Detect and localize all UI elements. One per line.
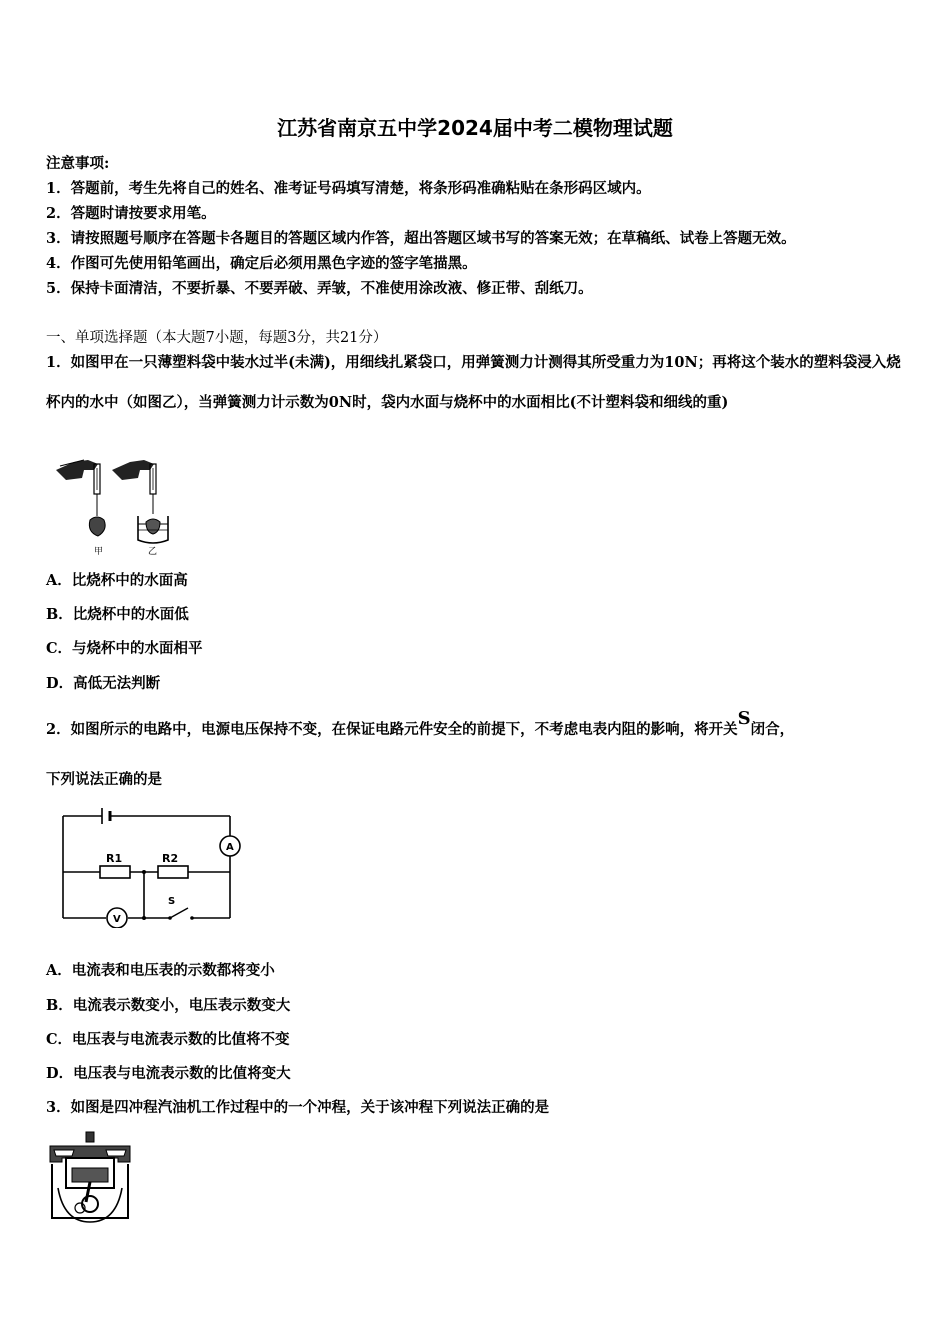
q2-option-b[interactable]: B．电流表示数变小，电压表示数变大 — [46, 997, 291, 1014]
fig-label-yi: 乙 — [148, 547, 158, 557]
notice-item: 3．请按照题号顺序在答题卡各题目的答题区域内作答，超出答题区域书写的答案无效；在草稿纸、试卷上答题无效。 — [46, 230, 796, 247]
question-1-text: 1．如图甲在一只薄塑料袋中装水过半(未满)，用细线扎紧袋口，用弹簧测力计测得其所受重力为10N；再将这个装水的塑料袋浸入烧杯内的水中（如图乙），当弹簧测力计示数为0N时，袋内水面与烧杯中的水面相比(不计塑料袋和细线的重) — [46, 354, 901, 411]
q1-option-b[interactable]: B．比烧杯中的水面低 — [46, 606, 189, 623]
notice-item: 5．保持卡面清洁，不要折暴、不要弄破、弄皱，不准使用涂改液、修正带、刮纸刀。 — [46, 280, 593, 297]
hand-icon — [56, 460, 98, 480]
notice-item: 2．答题时请按要求用笔。 — [46, 205, 216, 222]
q2-text-before: 2．如图所示的电路中，电源电压保持不变，在保证电路元件安全的前提下，不考虑电表内阻的影响，将开关 — [46, 721, 738, 738]
q2-option-a[interactable]: A．电流表和电压表的示数都将变小 — [46, 962, 275, 979]
resistor-r1 — [100, 866, 130, 878]
spring-scale-icon — [94, 464, 100, 516]
page-title: 江苏省南京五中学2024届中考二模物理试题 — [277, 116, 673, 140]
water-bag-icon — [89, 517, 105, 536]
q1-figure — [54, 456, 194, 560]
switch-label: S — [168, 896, 176, 907]
notice-item: 1．答题前，考生先将自己的姓名、准考证号码填写清楚，将条形码准确粘贴在条形码区域内。 — [46, 180, 651, 197]
ammeter-label: A — [226, 842, 234, 853]
notice-heading: 注意事项: — [46, 155, 110, 172]
fig-label-jia: 甲 — [94, 547, 104, 557]
question-2-text-line2: 下列说法正确的是 — [46, 771, 162, 788]
notice-item: 4．作图可先使用铅笔画出，确定后必须用黑色字迹的签字笔描黑。 — [46, 255, 477, 272]
voltmeter-label: V — [113, 914, 121, 925]
battery-icon — [102, 808, 110, 824]
resistor-r2 — [158, 866, 188, 878]
q1-option-c[interactable]: C．与烧杯中的水面相平 — [46, 640, 203, 657]
q2-option-c[interactable]: C．电压表与电流表示数的比值将不变 — [46, 1031, 290, 1048]
question-2-text — [46, 708, 795, 739]
q2-text-after: 闭合， — [750, 721, 795, 738]
switch-icon — [168, 908, 194, 920]
r2-label: R2 — [162, 852, 179, 865]
r1-label: R1 — [106, 852, 123, 865]
engine-cylinder-icon — [50, 1132, 130, 1222]
hand-icon — [112, 460, 154, 480]
question-3-text: 3．如图是四冲程汽油机工作过程中的一个冲程，关于该冲程下列说法正确的是 — [46, 1099, 550, 1116]
q2-option-d[interactable]: D．电压表与电流表示数的比值将变大 — [46, 1065, 291, 1082]
q2-circuit-diagram — [58, 806, 248, 928]
q1-option-d[interactable]: D．高低无法判断 — [46, 675, 161, 692]
spring-scale-icon — [150, 464, 156, 514]
section-heading: 一、单项选择题（本大题7小题，每题3分，共21分） — [46, 330, 388, 346]
q1-option-a[interactable]: A．比烧杯中的水面高 — [46, 572, 188, 589]
switch-symbol: S — [737, 708, 751, 729]
q3-engine-figure — [44, 1128, 136, 1226]
beaker-icon — [138, 516, 168, 543]
